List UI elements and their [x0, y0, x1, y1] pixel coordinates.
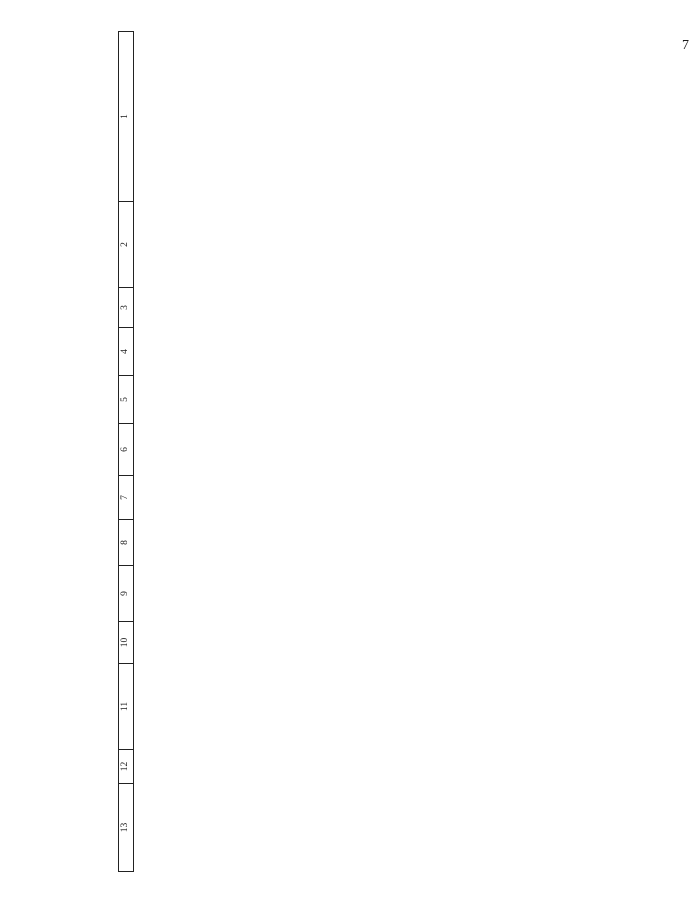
- header-row: [119, 32, 134, 872]
- header-cell-12: 12: [119, 750, 134, 784]
- header-cell-4: 4: [119, 328, 134, 376]
- header-cell-9: 9: [119, 566, 134, 622]
- header-cell-5: 5: [119, 376, 134, 424]
- header-cell-3: 3: [119, 288, 134, 328]
- header-cell-1: 1: [119, 32, 134, 202]
- header-cell-7: 7: [119, 476, 134, 520]
- rotated-table-container: [118, 32, 538, 872]
- header-cell-10: 10: [119, 622, 134, 664]
- header-cell-8: 8: [119, 520, 134, 566]
- header-cell-2: 2: [119, 202, 134, 288]
- header-cell-6: 6: [119, 424, 134, 476]
- page-number: 7: [682, 38, 689, 53]
- header-cell-11: 11: [119, 664, 134, 750]
- data-table: [118, 31, 134, 872]
- header-cell-13: 13: [119, 784, 134, 872]
